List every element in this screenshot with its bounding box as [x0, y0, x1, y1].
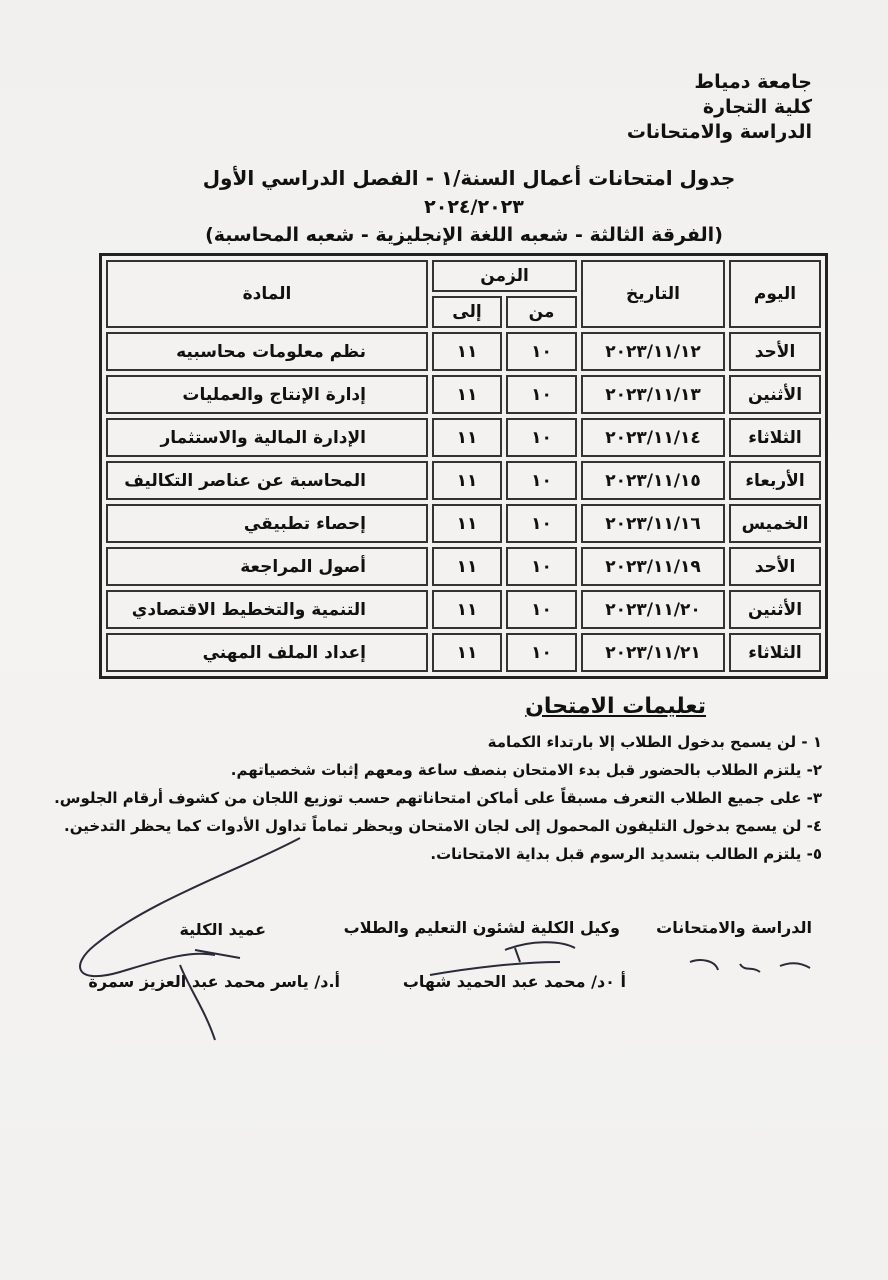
cell-from: ١٠: [506, 332, 577, 371]
signature-vice-dean-name: أ ٠د/ محمد عبد الحميد شهاب: [402, 972, 626, 991]
cell-subject: إحصاء تطبيقي: [106, 504, 428, 543]
cell-subject: المحاسبة عن عناصر التكاليف: [106, 461, 428, 500]
department-name: الدراسة والامتحانات: [626, 121, 812, 143]
cell-from: ١٠: [506, 375, 577, 414]
cell-day: الثلاثاء: [729, 633, 821, 672]
cell-to: ١١: [432, 375, 502, 414]
header-day: اليوم: [729, 260, 821, 328]
cell-to: ١١: [432, 504, 502, 543]
cell-subject: إدارة الإنتاج والعمليات: [106, 375, 428, 414]
cell-to: ١١: [432, 461, 502, 500]
cell-to: ١١: [432, 547, 502, 586]
header-from: من: [506, 296, 577, 328]
schedule-subtitle: (الفرقة الثالثة - شعبه اللغة الإنجليزية - شعبه المحاسبة): [205, 224, 723, 246]
cell-day: الأثنين: [729, 590, 821, 629]
cell-from: ١٠: [506, 418, 577, 457]
cell-from: ١٠: [506, 633, 577, 672]
vice-dean-signature-scribble: [430, 942, 575, 975]
cell-subject: أصول المراجعة: [106, 547, 428, 586]
cell-subject: التنمية والتخطيط الاقتصادي: [106, 590, 428, 629]
instructions-heading: تعليمات الامتحان: [525, 694, 706, 719]
cell-subject: إعداد الملف المهني: [106, 633, 428, 672]
cell-day: الأحد: [729, 547, 821, 586]
header-time: الزمن: [432, 260, 577, 292]
cell-date: ٢٠٢٣/١١/٢٠: [581, 590, 725, 629]
header-date: التاريخ: [581, 260, 725, 328]
instruction-item: ٢- يلتزم الطلاب بالحضور قبل بدء الامتحان بنصف ساعة ومعهم إثبات شخصياتهم.: [230, 761, 822, 779]
cell-date: ٢٠٢٣/١١/١٣: [581, 375, 725, 414]
cell-date: ٢٠٢٣/١١/١٥: [581, 461, 725, 500]
signature-dean-name: أ.د/ ياسر محمد عبد العزيز سمرة: [88, 972, 340, 991]
university-name: جامعة دمياط: [694, 71, 812, 93]
cell-to: ١١: [432, 633, 502, 672]
studies-signature-scribble: [690, 960, 810, 972]
schedule-title: جدول امتحانات أعمال السنة/١ - الفصل الدراسي الأول: [202, 166, 736, 190]
cell-date: ٢٠٢٣/١١/١٦: [581, 504, 725, 543]
cell-from: ١٠: [506, 461, 577, 500]
cell-from: ١٠: [506, 590, 577, 629]
cell-to: ١١: [432, 590, 502, 629]
instruction-item: ١ - لن يسمح بدخول الطلاب إلا بارتداء الكمامة: [487, 733, 822, 751]
dean-signature-scribble: [80, 838, 300, 1040]
header-subject: المادة: [106, 260, 428, 328]
cell-day: الأثنين: [729, 375, 821, 414]
cell-date: ٢٠٢٣/١١/١٢: [581, 332, 725, 371]
signature-vice-dean-title: وكيل الكلية لشئون التعليم والطلاب: [343, 918, 620, 937]
cell-day: الأحد: [729, 332, 821, 371]
cell-to: ١١: [432, 332, 502, 371]
instruction-item: ٥- يلتزم الطالب بتسديد الرسوم قبل بداية الامتحانات.: [430, 845, 822, 863]
faculty-name: كلية التجارة: [702, 96, 812, 118]
cell-date: ٢٠٢٣/١١/١٩: [581, 547, 725, 586]
academic-year: ٢٠٢٤/٢٠٢٣: [424, 196, 524, 218]
cell-subject: الإدارة المالية والاستثمار: [106, 418, 428, 457]
cell-subject: نظم معلومات محاسبيه: [106, 332, 428, 371]
cell-date: ٢٠٢٣/١١/١٤: [581, 418, 725, 457]
cell-from: ١٠: [506, 504, 577, 543]
instruction-item: ٣- على جميع الطلاب التعرف مسبقاً على أماكن امتحاناتهم حسب توزيع اللجان من كشوف أرقام الجلوس.: [54, 789, 822, 807]
cell-day: الخميس: [729, 504, 821, 543]
signature-dean-title: عميد الكلية: [179, 920, 266, 939]
instruction-item: ٤- لن يسمح بدخول التليفون المحمول إلى لجان الامتحان ويحظر تماماً تداول الأدوات كما يحظر التدخين.: [64, 817, 822, 835]
cell-day: الثلاثاء: [729, 418, 821, 457]
header-to: إلى: [432, 296, 502, 328]
signature-studies-title: الدراسة والامتحانات: [656, 918, 812, 937]
cell-day: الأربعاء: [729, 461, 821, 500]
cell-date: ٢٠٢٣/١١/٢١: [581, 633, 725, 672]
cell-from: ١٠: [506, 547, 577, 586]
cell-to: ١١: [432, 418, 502, 457]
